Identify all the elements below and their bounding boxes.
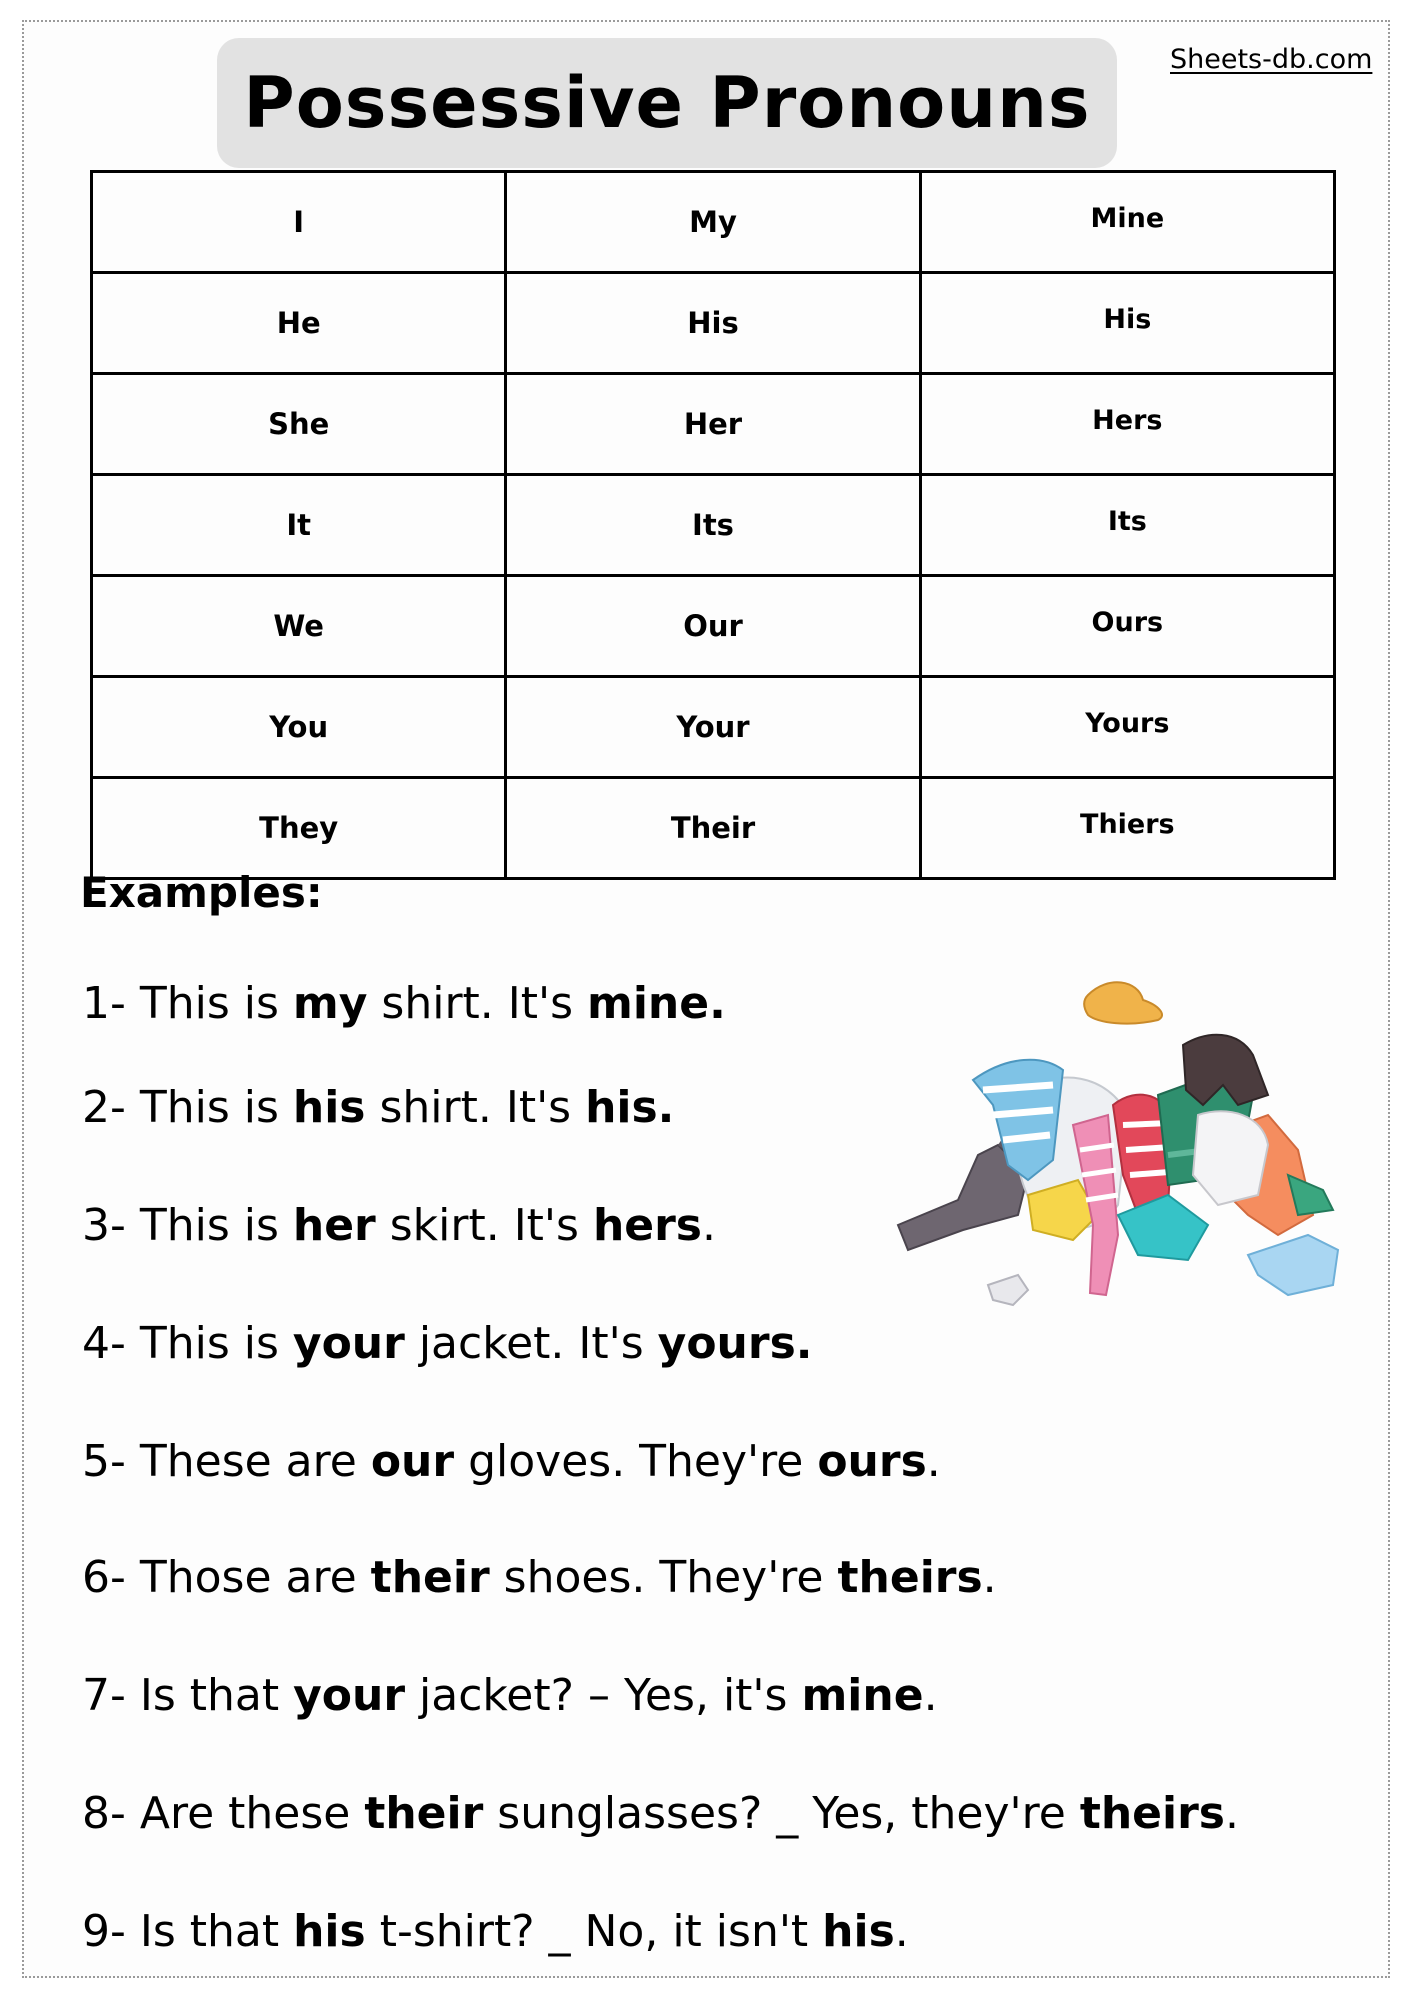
sentence-text: shirt. It's bbox=[367, 978, 587, 1029]
possessive-adjective-cell: His bbox=[506, 273, 920, 374]
example-sentence bbox=[82, 1906, 909, 1957]
sentence-text: . bbox=[702, 1200, 716, 1251]
pronoun-emphasis: their bbox=[364, 1788, 484, 1839]
pronoun-emphasis: yours. bbox=[657, 1318, 813, 1369]
pronoun-emphasis: your bbox=[292, 1318, 405, 1369]
sentence-text: gloves. They're bbox=[454, 1436, 818, 1487]
example-sentence bbox=[82, 978, 726, 1029]
subject-pronoun-cell: I bbox=[92, 172, 506, 273]
table-row bbox=[92, 475, 1335, 576]
possessive-pronoun-cell: Thiers bbox=[920, 778, 1334, 879]
example-sentence bbox=[82, 1788, 1239, 1839]
examples-heading: Examples: bbox=[80, 868, 323, 917]
example-sentence bbox=[82, 1200, 716, 1251]
subject-pronoun-cell: They bbox=[92, 778, 506, 879]
pronoun-emphasis: his. bbox=[585, 1082, 675, 1133]
sentence-text: 7- Is that bbox=[82, 1670, 294, 1721]
subject-pronoun-cell: It bbox=[92, 475, 506, 576]
site-link[interactable]: Sheets-db.com bbox=[1170, 44, 1373, 75]
sentence-text: . bbox=[1224, 1788, 1239, 1839]
sentence-text: 9- Is that bbox=[82, 1906, 294, 1957]
page-title: Possessive Pronouns bbox=[243, 62, 1091, 144]
pronoun-emphasis: mine. bbox=[587, 978, 726, 1029]
possessive-adjective-cell: My bbox=[506, 172, 920, 273]
pronoun-emphasis: my bbox=[292, 978, 368, 1029]
sentence-text: 1- This is bbox=[82, 978, 293, 1029]
sentence-text: jacket. It's bbox=[404, 1318, 658, 1369]
subject-pronoun-cell: She bbox=[92, 374, 506, 475]
hat-icon bbox=[1084, 982, 1162, 1023]
sentence-text: 8- Are these bbox=[82, 1788, 365, 1839]
pronoun-emphasis: her bbox=[292, 1200, 376, 1251]
pronoun-emphasis: his bbox=[292, 1082, 366, 1133]
sentence-text: t-shirt? _ No, it isn't bbox=[365, 1906, 823, 1957]
possessive-adjective-cell: Our bbox=[506, 576, 920, 677]
possessive-adjective-cell: Her bbox=[506, 374, 920, 475]
table-row bbox=[92, 677, 1335, 778]
pronoun-emphasis: our bbox=[370, 1436, 455, 1487]
table-row bbox=[92, 172, 1335, 273]
title-banner bbox=[217, 38, 1117, 168]
possessive-pronoun-cell: Ours bbox=[920, 576, 1334, 677]
pronoun-table bbox=[90, 170, 1336, 880]
sentence-text: 3- This is bbox=[82, 1200, 293, 1251]
sentence-text: . bbox=[926, 1436, 941, 1487]
sentence-text: shirt. It's bbox=[365, 1082, 586, 1133]
sentence-text: 6- Those are bbox=[82, 1552, 371, 1603]
example-sentence bbox=[82, 1318, 812, 1369]
sentence-text: 2- This is bbox=[82, 1082, 293, 1133]
possessive-adjective-cell: Its bbox=[506, 475, 920, 576]
table-row bbox=[92, 576, 1335, 677]
pronoun-emphasis: theirs bbox=[1079, 1788, 1225, 1839]
table-row bbox=[92, 778, 1335, 879]
example-sentence bbox=[82, 1670, 938, 1721]
sentence-text: shoes. They're bbox=[489, 1552, 838, 1603]
example-sentence bbox=[82, 1552, 997, 1603]
sentence-text: . bbox=[923, 1670, 938, 1721]
subject-pronoun-cell: You bbox=[92, 677, 506, 778]
example-sentence bbox=[82, 1082, 674, 1133]
table-row bbox=[92, 374, 1335, 475]
pronoun-emphasis: mine bbox=[801, 1670, 924, 1721]
possessive-pronoun-cell: His bbox=[920, 273, 1334, 374]
pronoun-emphasis: theirs bbox=[837, 1552, 983, 1603]
sentence-text: jacket? – Yes, it's bbox=[405, 1670, 802, 1721]
clothes-pile-icon bbox=[868, 975, 1348, 1335]
sentence-text: 5- These are bbox=[82, 1436, 371, 1487]
subject-pronoun-cell: We bbox=[92, 576, 506, 677]
sentence-text: . bbox=[982, 1552, 997, 1603]
sentence-text: 4- This is bbox=[82, 1318, 293, 1369]
possessive-pronoun-cell: Hers bbox=[920, 374, 1334, 475]
pronoun-emphasis: hers bbox=[592, 1200, 702, 1251]
possessive-pronoun-cell: Its bbox=[920, 475, 1334, 576]
possessive-pronoun-cell: Yours bbox=[920, 677, 1334, 778]
subject-pronoun-cell: He bbox=[92, 273, 506, 374]
pronoun-emphasis: your bbox=[293, 1670, 406, 1721]
example-sentence bbox=[82, 1436, 941, 1487]
possessive-adjective-cell: Their bbox=[506, 778, 920, 879]
table-row bbox=[92, 273, 1335, 374]
possessive-adjective-cell: Your bbox=[506, 677, 920, 778]
sentence-text: sunglasses? _ Yes, they're bbox=[483, 1788, 1080, 1839]
possessive-pronoun-cell: Mine bbox=[920, 172, 1334, 273]
pronoun-emphasis: their bbox=[370, 1552, 490, 1603]
pronoun-emphasis: his bbox=[822, 1906, 895, 1957]
sentence-text: . bbox=[894, 1906, 909, 1957]
pronoun-emphasis: ours bbox=[817, 1436, 927, 1487]
sentence-text: skirt. It's bbox=[375, 1200, 593, 1251]
pronoun-emphasis: his bbox=[293, 1906, 366, 1957]
